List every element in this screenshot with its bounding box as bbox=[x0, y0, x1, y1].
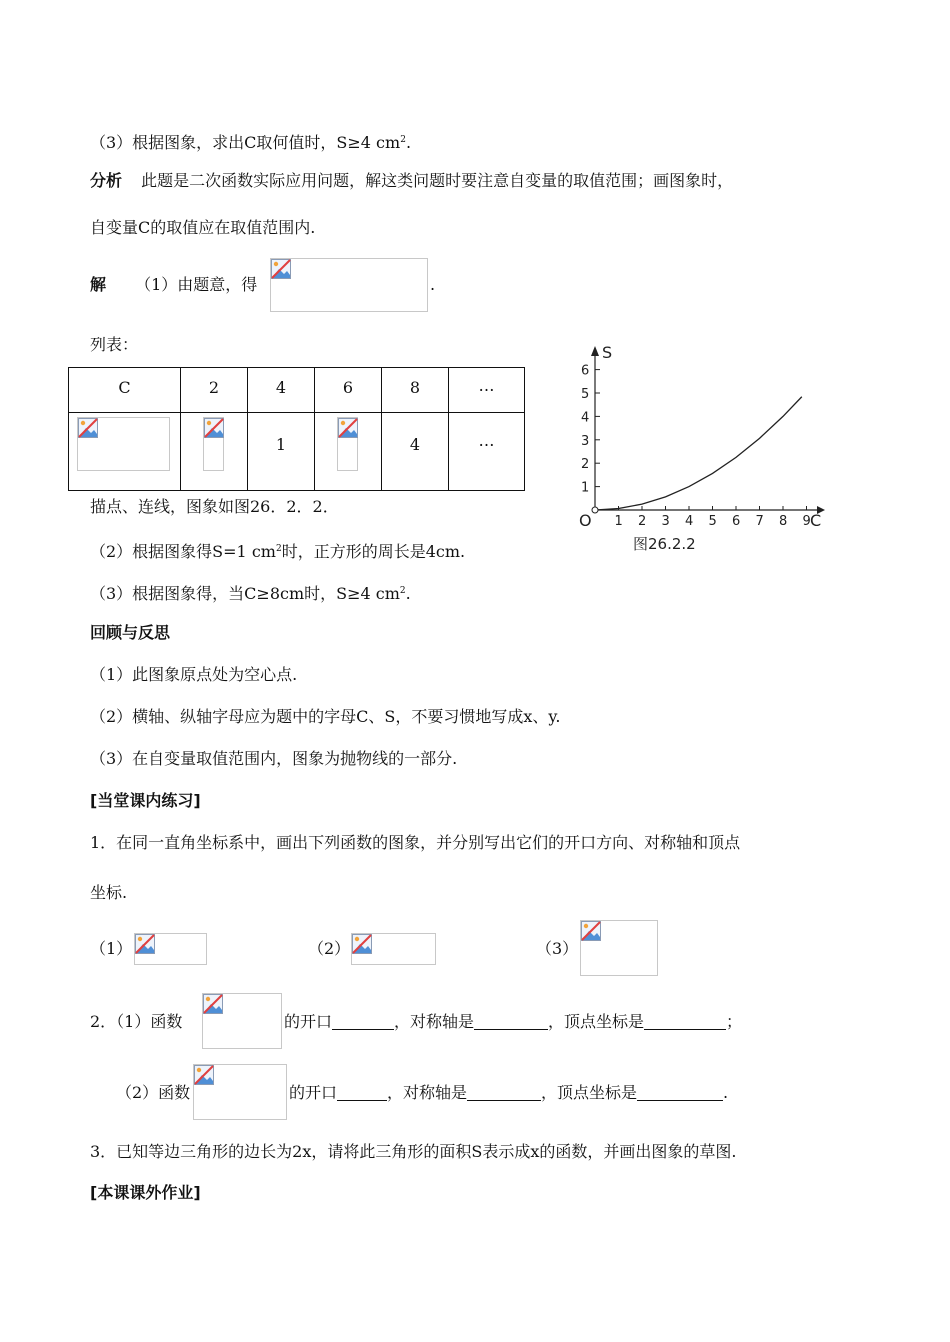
x-tick-label: 8 bbox=[779, 514, 788, 529]
table-cell-text: 8 bbox=[409, 378, 421, 397]
x-tick-label: 2 bbox=[638, 514, 647, 529]
answer-2-line bbox=[90, 539, 465, 562]
exercise-2a-prefix: 2．（1）函数 bbox=[90, 1012, 183, 1031]
formula-image-placeholder bbox=[203, 417, 224, 471]
formula-image-placeholder bbox=[193, 1064, 287, 1120]
exercise-2b-prefix: （2）函数 bbox=[116, 1083, 191, 1102]
question-3-line bbox=[90, 130, 411, 153]
broken-image-icon bbox=[203, 994, 223, 1014]
broken-image-icon bbox=[194, 1065, 214, 1085]
exercise-2b-axis-text: ，对称轴是 bbox=[387, 1083, 468, 1102]
analysis-text: 此题是二次函数实际应用问题，解这类问题时要注意自变量的取值范围；画图象时， bbox=[141, 171, 734, 190]
table-cell bbox=[181, 413, 248, 491]
answer-3-text: （3）根据图象得，当C≥8cm时，S≥4 cm bbox=[90, 584, 400, 603]
exercise-2b-vertex-text: ，顶点坐标是 bbox=[541, 1083, 638, 1102]
x-tick-label: 1 bbox=[614, 514, 623, 529]
table-cell-text: … bbox=[478, 376, 495, 395]
review-item-2: （2）横轴、纵轴字母应为题中的字母C、S，不要习惯地写成x、y. bbox=[90, 707, 561, 726]
y-tick-label: 3 bbox=[581, 433, 590, 449]
opening-blank[interactable] bbox=[332, 1013, 394, 1030]
table-cell-text: 6 bbox=[342, 378, 354, 397]
table-cell bbox=[69, 368, 181, 413]
table-cell-text: 2 bbox=[208, 378, 220, 397]
broken-image-icon bbox=[338, 418, 358, 438]
homework-title: [本课课外作业] bbox=[90, 1183, 201, 1202]
y-tick-label: 4 bbox=[581, 410, 590, 426]
exercise-2b-opening-text: 的开口 bbox=[289, 1083, 338, 1102]
table-cell bbox=[382, 368, 449, 413]
analysis-label: 分析 bbox=[90, 171, 123, 190]
formula-image-placeholder bbox=[580, 920, 658, 976]
review-item-1: （1）此图象原点处为空心点. bbox=[90, 665, 298, 684]
table-cell bbox=[315, 368, 382, 413]
practice-title: [当堂课内练习] bbox=[90, 791, 201, 810]
y-axis-label: S bbox=[602, 343, 613, 362]
formula-image-placeholder bbox=[337, 417, 358, 471]
table-cell bbox=[181, 368, 248, 413]
table-cell-text: … bbox=[478, 431, 495, 450]
exercise-1-text-2: 坐标. bbox=[90, 883, 128, 902]
table-cell bbox=[248, 413, 315, 491]
axis-blank[interactable] bbox=[474, 1013, 548, 1030]
x-tick-label: 4 bbox=[685, 514, 694, 529]
review-item-3: （3）在自变量取值范围内，图象为抛物线的一部分. bbox=[90, 749, 458, 768]
exercise-2a-line bbox=[284, 1012, 742, 1032]
x-axis-label: C bbox=[810, 511, 822, 530]
x-tick-label: 3 bbox=[661, 514, 670, 529]
exercise-2b-end: . bbox=[723, 1083, 729, 1102]
broken-image-icon bbox=[204, 418, 224, 438]
x-tick-label: 5 bbox=[708, 514, 717, 529]
x-tick-label: 9 bbox=[802, 514, 811, 529]
formula-image-placeholder bbox=[270, 258, 428, 312]
answer-2-text: （2）根据图象得S=1 cm bbox=[90, 542, 276, 561]
question-3-sup: 2 bbox=[400, 135, 406, 145]
chart-figure-26-2-2 bbox=[565, 340, 835, 555]
answer-2-end: 时，正方形的周长是4cm. bbox=[281, 542, 466, 561]
solution-label: 解 bbox=[90, 275, 107, 294]
table-cell bbox=[449, 413, 525, 491]
formula-image-placeholder bbox=[351, 933, 436, 965]
solution-text: （1）由题意，得 bbox=[135, 275, 258, 294]
broken-image-icon bbox=[135, 934, 155, 954]
y-tick-label: 5 bbox=[581, 387, 590, 402]
exercise-2a-axis-text: ，对称轴是 bbox=[394, 1012, 475, 1031]
vertex-blank[interactable] bbox=[637, 1084, 723, 1101]
x-tick-label: 7 bbox=[755, 514, 764, 529]
answer-2-sup: 2 bbox=[275, 544, 282, 554]
exercise-2a-vertex-text: ，顶点坐标是 bbox=[548, 1012, 645, 1031]
origin-label: O bbox=[579, 511, 592, 530]
answer-3-line bbox=[90, 581, 411, 604]
table-cell-text: 1 bbox=[275, 435, 287, 454]
table-cell-text: C bbox=[118, 378, 131, 397]
formula-image-placeholder bbox=[202, 993, 282, 1049]
opening-blank[interactable] bbox=[337, 1084, 387, 1101]
origin-open-point bbox=[592, 507, 598, 513]
analysis-line bbox=[90, 171, 733, 191]
review-title: 回顾与反思 bbox=[90, 623, 171, 642]
series-line bbox=[595, 397, 802, 510]
table-row-s bbox=[69, 413, 525, 491]
exercise-2a-opening-text: 的开口 bbox=[284, 1012, 333, 1031]
table-cell bbox=[382, 413, 449, 491]
exercise-1-text: 1．在同一直角坐标系中，画出下列函数的图象，并分别写出它们的开口方向、对称轴和顶点 bbox=[90, 833, 741, 852]
list-label: 列表： bbox=[90, 335, 139, 354]
x-tick-label: 6 bbox=[732, 514, 741, 529]
table-cell bbox=[69, 413, 181, 491]
exercise-1-part-2-label: （2） bbox=[308, 939, 351, 958]
formula-image-placeholder bbox=[77, 417, 170, 471]
y-tick-label: 2 bbox=[581, 457, 590, 473]
vertex-blank[interactable] bbox=[644, 1013, 726, 1030]
broken-image-icon bbox=[352, 934, 372, 954]
axis-blank[interactable] bbox=[467, 1084, 541, 1101]
table-cell bbox=[449, 368, 525, 413]
solution-end: . bbox=[430, 275, 436, 294]
y-tick-label: 6 bbox=[581, 363, 590, 379]
solution-line bbox=[90, 275, 257, 295]
table-cell bbox=[315, 413, 382, 491]
broken-image-icon bbox=[271, 259, 291, 279]
broken-image-icon bbox=[78, 418, 98, 438]
y-tick-label: 1 bbox=[581, 480, 590, 496]
formula-image-placeholder bbox=[134, 933, 207, 965]
plot-text: 描点、连线，图象如图26．2．2． bbox=[90, 497, 339, 516]
analysis-text-2: 自变量C的取值应在取值范围内. bbox=[90, 218, 316, 237]
broken-image-icon bbox=[581, 921, 601, 941]
exercise-1-part-1-label: （1） bbox=[90, 939, 133, 958]
value-table bbox=[68, 367, 525, 491]
table-cell-text: 4 bbox=[409, 435, 421, 454]
exercise-2b-line bbox=[289, 1083, 728, 1103]
answer-3-end: . bbox=[405, 584, 411, 603]
exercise-3-text: 3．已知等边三角形的边长为2x，请将此三角形的面积S表示成x的函数，并画出图象的草图. bbox=[90, 1142, 737, 1161]
exercise-1-part-3-label: （3） bbox=[536, 939, 579, 958]
analysis-line-2 bbox=[90, 218, 315, 238]
y-axis-arrow bbox=[591, 346, 599, 356]
table-cell-text: 4 bbox=[275, 378, 287, 397]
question-3-text: （3）根据图象，求出C取何值时，S≥4 cm bbox=[90, 133, 401, 152]
table-cell bbox=[248, 368, 315, 413]
question-3-end: . bbox=[405, 133, 412, 152]
exercise-2a-end: ； bbox=[726, 1012, 743, 1031]
table-row-c bbox=[69, 368, 525, 413]
answer-3-sup: 2 bbox=[399, 586, 406, 596]
chart-title: 图26.2.2 bbox=[633, 535, 696, 553]
